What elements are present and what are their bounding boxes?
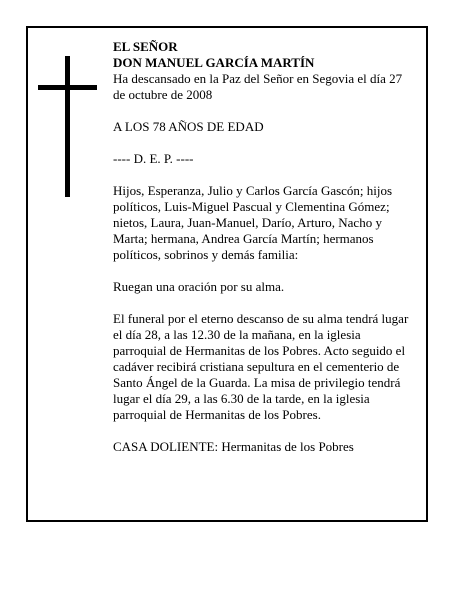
- age-statement: A LOS 78 AÑOS DE EDAD: [113, 119, 264, 134]
- cross-vertical-bar: [65, 56, 70, 197]
- prayer-request: Ruegan una oración por su alma.: [113, 279, 285, 294]
- deceased-name: DON MANUEL GARCÍA MARTÍN: [113, 55, 315, 70]
- obituary-text: [113, 39, 413, 455]
- family-list: Hijos, Esperanza, Julio y Carlos García Gascón; hijos políticos, Luis-Miguel Pascual y Clementina Gómez; nietos, Laura, Juan-Manuel, Darío, Arturo, Nacho y Marta; hermana, Andrea García Martín; hermanos políticos, sobrinos y demás familia:: [113, 183, 393, 262]
- cross-horizontal-bar: [38, 85, 97, 90]
- dep-line: ---- D. E. P. ----: [113, 151, 194, 166]
- rest-statement: Ha descansado en la Paz del Señor en Segovia el día 27 de octubre de 2008: [113, 71, 403, 102]
- deceased-title: EL SEÑOR: [113, 39, 178, 54]
- funeral-details: El funeral por el eterno descanso de su alma tendrá lugar el día 28, a las 12.30 de la mañana, en la iglesia parroquial de Hermanitas de los Pobres. Acto seguido el cadáver recibirá cristiana sepultura en el cementerio de Santo Ángel de la Guarda. La misa de privilegio tendrá lugar el día 29, a las 6.30 de la tarde, en la iglesia parroquial de Hermanitas de los Pobres.: [113, 311, 409, 422]
- mourning-house: CASA DOLIENTE: Hermanitas de los Pobres: [113, 439, 354, 454]
